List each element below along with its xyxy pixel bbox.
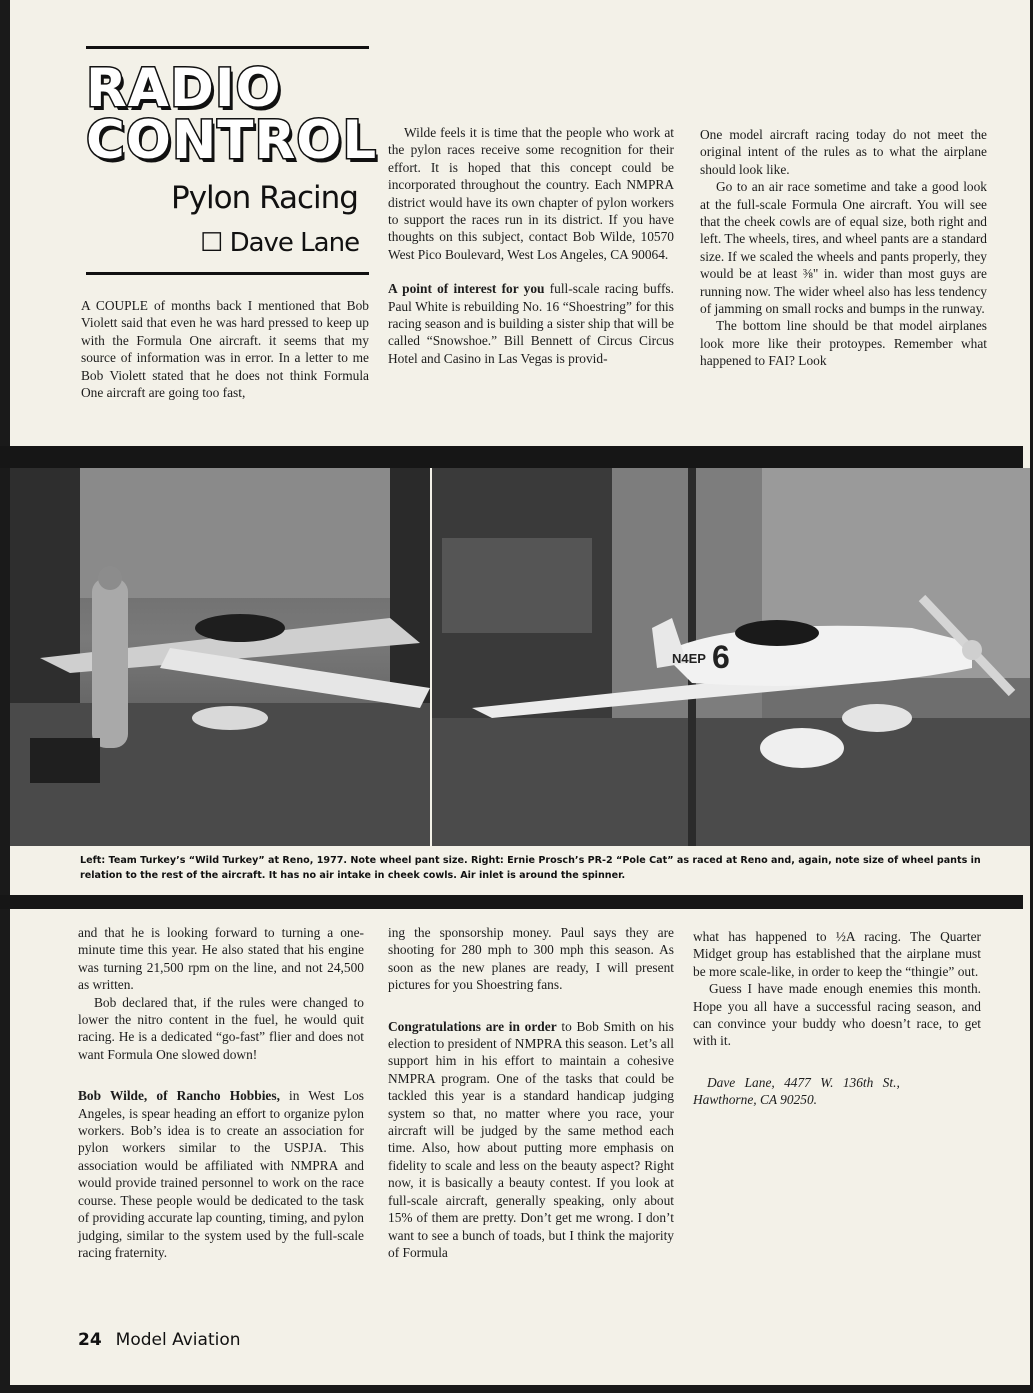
- section-title: Pylon Racing: [171, 180, 358, 216]
- lead-in: Congratulations are in order: [388, 1018, 557, 1034]
- author-name: Dave Lane: [229, 228, 360, 258]
- checkbox-glyph: ☐: [200, 228, 223, 258]
- paragraph: A COUPLE of months back I mentioned that Bob Violett said that even he was hard pressed to keep up with the Formula One aircraft. it seems that my source of information was in error. In a letter to me Bob Violett stated that he does not think Formula One aircraft are going too fast,: [81, 298, 369, 401]
- top-column-2: [388, 124, 674, 367]
- paragraph: what has happened to ½A racing. The Quarter Midget group has established that the airplane must be more scale-like, in order to keep the “thingie” out.: [693, 929, 981, 979]
- photo-caption: Left: Team Turkey’s “Wild Turkey” at Reno, 1977. Note wheel pant size. Right: Ernie Prosch’s PR-2 “Pole Cat” as raced at Reno and, again, note size of wheel pants in relation to the rest of the aircraft. It has no air intake in cheek cowls. Air inlet is around the spinner.: [80, 855, 981, 881]
- paragraph: Bob declared that, if the rules were changed to lower the nitro content in the fuel, he would quit racing. He is a dedicated “go-fast” flier and does not want Formula One slowed down!: [78, 994, 364, 1062]
- paragraph-text: to Bob Smith on his election to president of NMPRA this season. Let’s all support him in his effort to maintain a cohesive NMPRA program. One of the tasks that could be tackled this year is a standard handicap judging system so that, no matter where you race, your aircraft will be judged by the same method each time. Also, how about putting more emphasis on fidelity to scale and less on the beauty aspect? Right now, it is basically a beauty contest. If you look at full-scale aircraft, generally speaking, only about 15% of them are pretty. Don’t get me wrong. I don’t want to see a bunch of toads, but I think the majority of Formula: [388, 1018, 674, 1260]
- paragraph: Wilde feels it is time that the people who work at the pylon races receive some recognition for their effort. It is hoped that this concept could be incorporated throughout the country. Each NMPRA district would have its own chapter of pylon workers to support the races run in its district. If you have thoughts on this subject, contact Bob Wilde, 10570 West Pico Boulevard, West Los Angeles, CA 90064.: [388, 125, 674, 262]
- header-bottom-rule: [86, 272, 369, 275]
- divider-band: [0, 895, 1023, 909]
- header-top-rule: [86, 46, 369, 49]
- paragraph: The bottom line should be that model airplanes look more like their protoypes. Remember what happened to FAI? Look: [700, 318, 987, 369]
- paragraph: Go to an air race sometime and take a good look at the full-scale Formula One aircraft. You will see that the cheek cowls are of equal size, both right and left. The wheels, tires, and wheel pants are a standard size. If we scaled the wheels and pants properly, they would be at least ⅜" in. wider than most guys are running now. The wider wheel also has less tendency of jamming on small rocks and bumps in the runway.: [700, 179, 987, 317]
- hangar-airplane-image: [432, 468, 1030, 846]
- paragraph: ing the sponsorship money. Paul says they are shooting for 280 mph to 300 mph this season. As soon as the new planes are ready, I will present pictures for you Shoestring fans.: [388, 925, 674, 993]
- photo-pole-cat: [432, 468, 1030, 846]
- paragraph: [388, 280, 674, 367]
- top-column-3: [700, 126, 987, 370]
- page-footer: [78, 1330, 241, 1350]
- author-address-line1: Dave Lane, 4477 W. 136th St.,: [707, 1074, 900, 1090]
- bottom-column-2: [388, 924, 674, 1261]
- title-control: CONTROL: [86, 110, 378, 171]
- paragraph: and that he is looking forward to turning a one-minute time this year. He also stated that his engine was turning 21,500 rpm on the line, and not 24,500 as written.: [78, 925, 364, 993]
- aircraft-registration: N4EP: [672, 651, 706, 666]
- paragraph-text: in West Los Angeles, is spear heading an effort to organize pylon workers. Bob’s idea is to create an association for pylon workers similar to the USPJA. This association would be affiliated with NMPRA and would provide trained personnel to work on the race course. These people would be dedicated to the task of providing accurate lap counting, timing, and pylon judging, similar to the system used by the full-scale racing fraternity.: [78, 1088, 364, 1260]
- paragraph: One model aircraft racing today do not meet the original intent of the rules as to what the airplane should look like.: [700, 127, 987, 177]
- paragraph-text: full-scale racing buffs. Paul White is rebuilding No. 16 “Shoestring” for this racing season and is building a sister ship that will be called “Snowshoe.” Bill Bennett of Circus Circus Hotel and Casino in Las Vegas is provid-: [388, 281, 674, 366]
- divider-band: [0, 446, 1023, 468]
- paragraph: [388, 1018, 674, 1262]
- lead-in: Bob Wilde, of Rancho Hobbies,: [78, 1088, 280, 1104]
- bottom-column-1: [78, 924, 364, 1261]
- top-column-1: [81, 297, 369, 401]
- author-address-line2: Hawthorne, CA 90250.: [693, 1092, 817, 1108]
- bottom-column-3: [693, 928, 981, 1109]
- paragraph: Guess I have made enough enemies this month. Hope you all have a successful racing season, and can convince your buddy who doesn’t race, to get with it.: [693, 981, 981, 1049]
- author-byline: [200, 228, 359, 258]
- magazine-name: Model Aviation: [115, 1330, 241, 1350]
- photo-wild-turkey: [10, 468, 430, 846]
- paragraph: [78, 1087, 364, 1261]
- title-radio: RADIO: [86, 58, 282, 119]
- lead-in: A point of interest for you: [388, 281, 545, 297]
- hangar-airplane-image: [10, 468, 430, 846]
- page-number: 24: [78, 1330, 102, 1350]
- aircraft-race-number: 6: [712, 639, 730, 675]
